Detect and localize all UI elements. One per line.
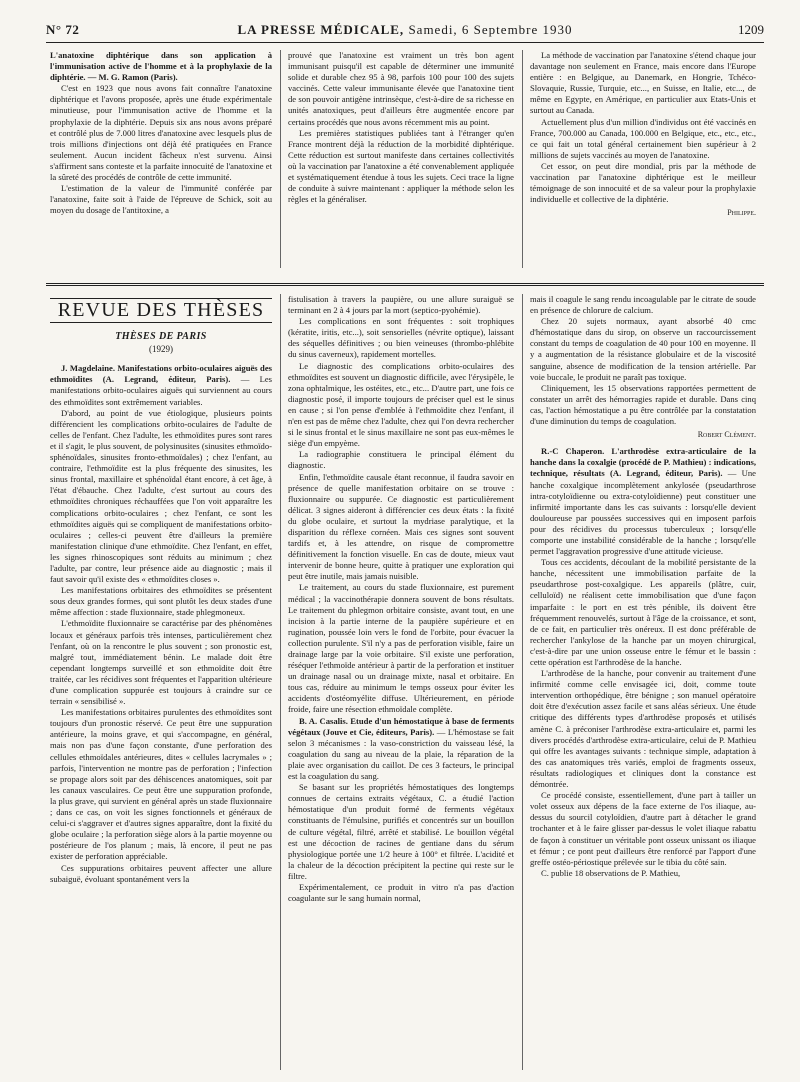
section-title: REVUE DES THÈSES bbox=[57, 299, 265, 321]
issue-date: Samedi, 6 Septembre 1930 bbox=[408, 22, 573, 37]
page-number: 1209 bbox=[738, 22, 764, 37]
paragraph: L'arthrodèse de la hanche, pour convenir au traitement d'une infirmité comme celle envisagée ici, doit, comme toute intervention orthopédique, être bénigne ; son manuel opératoire doit être d'exécution assez facile et sans aléas sérieux. Une étude critique des différents types d'arthrodèse proposés et utilisés amène C. à préconiser l'arthrodèse extra-articulaire et, parmi les divers procédés d'arthrodèse extra-articulaire, celui de P. Mathieu qui offre les avantages suivants : technique simple, adaptation à des cas anatomiques très variés, emploi de fragments osseux, résultats radiologiques et cliniques dont la constance est démontrée. bbox=[530, 668, 756, 790]
review-lead bbox=[50, 363, 272, 407]
title-rule-bottom bbox=[50, 322, 272, 323]
revue-col-1 bbox=[50, 294, 272, 1070]
column-divider bbox=[522, 50, 523, 268]
paragraph: Chez 20 sujets normaux, ayant absorbé 40 cmc d'hémostatique dans du sirop, on observe un raccourcissement constant du temps de coagulation de 40 pour 100 en moyenne. Il y a augmentation de la résistance globulaire et de la viscosité sanguine, absence de modification de la tension artérielle. Par voie buccale, le produit ne paraît pas toxique. bbox=[530, 316, 756, 382]
issue-number: N° 72 bbox=[46, 22, 80, 37]
paragraph: Actuellement plus d'un million d'individus ont été vaccinés en France, 700.000 au Canada, 100.000 en Belgique, etc., etc., etc., ce qui fait un total général certainement bien supérieur à 2 millions de sujets vaccinés au moyen de l'anatoxine. bbox=[530, 116, 756, 160]
paragraph: — L'hémostase se fait selon 3 mécanismes : la vaso-constriction du vaisseau lésé, la coagulation du sang au niveau de la plaie, la réparation de la plaie avec organisation du caillot. De ces 3 facteurs, le principal est la coagulation du sang. bbox=[288, 726, 514, 782]
paragraph: Ce procédé consiste, essentiellement, d'une part à tailler un volet osseux aux dépens de la face externe de l'os iliaque, au-dessus du sourcil cotyloïdien, d'autre part à détacher le grand trochanter et à le faire glisser par-dessus le volet iliaque rabattu de façon à constituer un véritable pont osseux unissant os iliaque et fémur ; ce pont peut d'ailleurs être renforcé par l'apport d'une greffe ostéo-périostique prélevée sur le tibia du côté sain. bbox=[530, 790, 756, 867]
paragraph: mais il coagule le sang rendu incoagulable par le citrate de soude en présence de chlorure de calcium. bbox=[530, 294, 756, 316]
header-rule bbox=[46, 42, 764, 43]
subsection-year: (1929) bbox=[149, 344, 173, 355]
paragraph: Cet essor, on peut dire mondial, pris par la méthode de vaccination par l'anatoxine diphtérique est le meilleur témoignage de son innocuité et de sa valeur pour la prophylaxie individuelle et collective de la diphtérie. bbox=[530, 160, 756, 205]
review-lead bbox=[288, 716, 514, 783]
column-divider bbox=[522, 294, 523, 1070]
subsection-title: THÈSES DE PARIS bbox=[115, 331, 207, 343]
journal-name: LA PRESSE MÉDICALE, bbox=[237, 22, 405, 37]
paragraph: Les manifestations orbitaires des ethmoïdites se présentent sous deux grandes formes, qui sont plutôt les deux stades d'une même affection : stade fluxionnaire, stade phlegmoneux. bbox=[50, 585, 272, 618]
paragraph: Ces suppurations orbitaires peuvent affecter une allure subaiguë, évoluant spontanément vers la bbox=[50, 862, 272, 884]
paragraph: L'ethmoïdite fluxionnaire se caractérise par des phénomènes locaux et généraux parfois très intenses, particulièrement chez l'enfant, où on la rencontre le plus souvent ; son pronostic est, malgré tout, immédiatement bénin. Le malade doit être cependant longtemps surveillé et son ethmoïdite doit être traitée, car les récidives sont fréquentes et l'apparition ultérieure d'une complication suppurée est toujours à craindre sur ce terrain « sensibilisé ». bbox=[50, 618, 272, 707]
article-lead bbox=[50, 50, 272, 83]
paragraph: Le traitement, au cours du stade fluxionnaire, est purement médical ; la vaccinothérapie donnera souvent de bons résultats. Le traitement du phlegmon orbitaire consiste, avant tout, en une incision à la partie interne de la paupière supérieure et en rugination, poussée loin vers le fond de l'orbite, pour évacuer la collection purulente. S'il n'y a pas de perforation visible, faire un drainage large par la voie orbitaire. S'il existe une perforation, réséquer l'ethmoïde antérieur à partir de la perforation et instituer un drainage nasal ou un drainage mixte, nasal et orbitaire. En tous cas, réduire au minimum le temps osseux pour éviter les accidents d'ostéomyélite diffuse. Ultérieurement, en période froide, faire une résection ethmoïdale complète. bbox=[288, 582, 514, 715]
paragraph: Tous ces accidents, découlant de la mobilité persistante de la hanche, nécessitent une immobilisation parfaite de la pseudarthrose post-coxalgique. Les appareils (plâtre, cuir, celluloïd) ne réalisent cette immobilisation que d'une façon imparfaite : le port en est très pénible, ils doivent être fréquemment renouvelés, surtout à l'âge de la croissance, et sont, de ce fait, en particulier très onéreux. Il est donc préférable de rechercher l'ankylose de la hanche par un moyen chirurgical, c'est-à-dire par une union osseuse entre le fémur et le bassin : cette opération est l'arthrodèse de la hanche. bbox=[530, 557, 756, 667]
revue-col-3 bbox=[530, 294, 756, 1070]
top-article-col-3 bbox=[530, 50, 756, 272]
revue-col-2 bbox=[288, 294, 514, 1070]
column-divider bbox=[280, 50, 281, 268]
paragraph: La radiographie constituera le principal élément du diagnostic. bbox=[288, 449, 514, 471]
article-title: L'anatoxine diphtérique dans son application à l'immunisation active de l'homme et à la prophylaxie de la diphtérie. — M. G. Ramon (Paris). bbox=[50, 50, 272, 83]
running-head bbox=[46, 22, 764, 42]
paragraph: Les premières statistiques publiées tant à l'étranger qu'en France montrent déjà la réduction de la morbidité diphtérique. Cette réduction est surtout manifeste dans certaines collectivités où la vaccination par l'anatoxine a été convenablement appliquée et systématiquement étendue à tous les sujets. Ceci trace la ligne de conduite à suivre maintenant : appliquer la méthode selon les règles et la généraliser. bbox=[288, 127, 514, 205]
review-title: R.-C Chaperon. L'arthrodèse extra-articulaire de la hanche dans la coxalgie (procédé de P. Mathieu) : indications, technique, résultats (A. Legrand, éditeur, Paris). bbox=[530, 446, 756, 479]
signature: Philippe. bbox=[727, 208, 756, 218]
paragraph: Se basant sur les propriétés hémostatiques des longtemps connues de certains extraits végétaux, C. a étudié l'action hémostatique d'un produit formé de ferments végétaux constituants de l'émulsine, purifiés et concentrés sur un bouillon de culture végétal, filtré, arrêté et stabilisé. Le bouillon végétal est une décoction de racines de gentiane dans du sérum physiologique portée une 1/2 heure à 100° et filtrée. L'acidité et la chaleur de la décoction précipitent la pectine qui reste sur le filtre. bbox=[288, 782, 514, 881]
paragraph: Cliniquement, les 15 observations rapportées permettent de constater un arrêt des hémorragies rapide et durable. Dans cinq cas, l'action hémostatique a pu être contrôlée par la constatation d'une diminution du temps de coagulation. bbox=[530, 382, 756, 427]
review-title: J. Magdelaine. Manifestations orbito-oculaires aiguës des ethmoïdites (A. Legrand, éditeur, Paris). bbox=[50, 363, 272, 385]
paragraph: Les manifestations orbitaires purulentes des ethmoïdites sont toujours d'un pronostic réservé. Ce peut être une suppuration antérieure, la moins grave, et qui s'accompagne, en général, mais non pas d'une façon constante, d'une perforation des cellules ethmoïdales antérieures, dites « cellules lacrymales » ; parfois, l'intervention ne montre pas de perforation ; l'infection se propage alors soit par des déhiscences anatomiques, soit par les canaux vasculaires. Ce peut être une suppuration profonde, la plus grave, qui survient en général après un stade fluxionnaire ; dans ce cas, on voit les signes fonctionnels et généraux de celui-ci s'aggraver et d'autres signes apparaître, dont la fixité du globe oculaire ; la perforation siège alors à la partie moyenne ou postérieure de l'os planum ; mais, là encore, il peut ne pas exister de perforation appréciable. bbox=[50, 707, 272, 862]
paragraph: fistulisation à travers la paupière, ou une allure suraiguë se terminant en 2 à 4 jours par la mort (septico-pyohémie). bbox=[288, 294, 514, 316]
paragraph: Enfin, l'ethmoïdite causale étant reconnue, il faudra savoir en présence de quelle manifestation orbitaire on se trouve : fluxionnaire ou suppurée. Ce diagnostic est particulièrement délicat. 3 signes aideront à différencier ces deux états : la fixité du globe oculaire, et surtout la mydriase paralytique, et la disparition du réflexe cornéen. Mais ces signes sont souvent tardifs et, à les attendre, on risque de compromettre définitivement la fonction visuelle. En cas de doute, mieux vaut intervenir de bonne heure, quitte à pratiquer une exploration qui peut être inutile, mais jamais nuisible. bbox=[288, 471, 514, 582]
journal-title-line bbox=[46, 22, 764, 38]
paragraph: — Les manifestations orbito-oculaires aiguës qui surviennent au cours des ethmoïdites sont extrêmement variables. bbox=[50, 374, 272, 407]
column-divider bbox=[280, 294, 281, 1070]
paragraph: La méthode de vaccination par l'anatoxine s'étend chaque jour davantage non seulement en France, mais encore dans l'Europe entière : en Belgique, au Danemark, en Hongrie, Tchéco-Slovaquie, Russie, Turquie, etc..., en Suisse, en Italie, etc..., de même en Egypte, en Amérique, en particulier aux Etats-Unis et surtout au Canada. bbox=[530, 50, 756, 116]
paragraph: Le diagnostic des complications orbito-oculaires des ethmoïdites est souvent un diagnostic difficile, avec l'érysipèle, le zona ophtalmique, les ostéites, etc., etc... D'autre part, une fois ce diagnostic posé, il importe toujours de préciser quel est le sinus en cause ; si l'on pense d'emblée à l'ethmoïdite chez l'enfant, il n'en est pas de même chez l'adulte, chez qui l'on devra rechercher si le sinus frontal et le sinus maxillaire ne sont pas eux-mêmes le siège d'un empyème. bbox=[288, 360, 514, 449]
paragraph: C. publie 18 observations de P. Mathieu, bbox=[541, 867, 681, 878]
paragraph: prouvé que l'anatoxine est vraiment un très bon agent immunisant puisqu'il est capable de déterminer une immunité solide et durable chez 95 à 98, parfois 100 pour 100 des sujets vaccinés. Cette valeur immunisante élevée que l'anatoxine tient de son pouvoir antigène intrinsèque, c'est-à-dire de sa richesse en unités anatoxiques, peut d'ailleurs être augmentée encore par certains procédés que nous avons récemment mis au point. bbox=[288, 50, 514, 127]
paragraph: D'abord, au point de vue étiologique, plusieurs points différencient les complications orbito-oculaires de l'adulte de celles de l'enfant. Chez l'adulte, les ethmoïdites pures sont rares et il s'agit, le plus souvent, de polysinusites (sinusites ethmoïdo-sphénoïdales, sinusites fronto-ethmoïdales) ; chez l'enfant, au contraire, l'ethmoïdite est la plus fréquente des sinusites, les sinus frontal, maxillaire et sphénoïdal étant encore, à cet âge, à l'état d'ébauche. Chez l'adulte, c'est surtout au cours des ethmoïdites chroniques réchauffées que l'on voit apparaître les complications orbito-oculaires ; chez l'enfant, ce sont les ethmoïdites aiguës qui se compliquent de manifestations orbito-oculaires ; celles-ci peuvent être d'ailleurs la première manifestation clinique d'une ethmoïdite. Chez l'enfant, en effet, les signes rhinoscopiques sont réduits au minimum ; chez l'adulte, par contre, leur présence aide au diagnostic ; mais il faut savoir qu'il existe des « ethmoïdites closes ». bbox=[50, 407, 272, 585]
review-lead bbox=[530, 446, 756, 557]
paragraph: Expérimentalement, ce produit in vitro n'a pas d'action coagulante sur le sang humain normal, bbox=[288, 881, 514, 904]
section-separator bbox=[46, 283, 764, 286]
paragraph: L'estimation de la valeur de l'immunité conférée par l'anatoxine, faite soit à l'aide de l'épreuve de Schick, soit au moyen du dosage de l'antitoxine, a bbox=[50, 183, 272, 216]
top-article-col-1 bbox=[50, 50, 272, 272]
top-article-col-2 bbox=[288, 50, 514, 272]
signature: Robert Clément. bbox=[697, 430, 756, 440]
paragraph: Les complications en sont fréquentes : soit trophiques (kératite, iritis, etc...), soit sensorielles (névrite optique), laissant des séquelles définitives ; ou bien veineuses (thrombo-phlébite du sinus caverneux), rapidement mortelles. bbox=[288, 316, 514, 360]
paragraph: — Une hanche coxalgique incomplètement ankylosée (pseudarthrose intra-cotyloïdienne ou extra-cotyloïdienne) peut constituer une infirmité importante dans les cas suivants : lorsqu'elle devient douloureuse par poussées successives qui en imposent parfois pour des récidives du processus tuberculeux ; lorsqu'elle comporte une instabilité considérable de la hanche ; lorsqu'elle permet l'aggravation progressive d'une attitude vicieuse. bbox=[530, 468, 756, 557]
paragraph: C'est en 1923 que nous avons fait connaître l'anatoxine diphtérique et l'avons proposée, après une étude expérimentale minutieuse, pour l'immunisation active de l'homme et la prophylaxie de la diphtérie. Depuis six ans nous avons préparé et contrôlé plus de 7.000 litres d'anatoxine avec lesquels plus de trois millions d'injections ont déjà été pratiquées en France seulement. Aucun incident fâcheux n'est survenu. Ainsi s'affirment sans conteste et la parfaite innocuité de l'anatoxine et la sûreté des procédés de contrôle de cette immunité. bbox=[50, 83, 272, 183]
review-title: B. A. Casalis. Etude d'un hémostatique à base de ferments végétaux (Jouve et Cie, éditeurs, Paris). bbox=[288, 715, 514, 737]
